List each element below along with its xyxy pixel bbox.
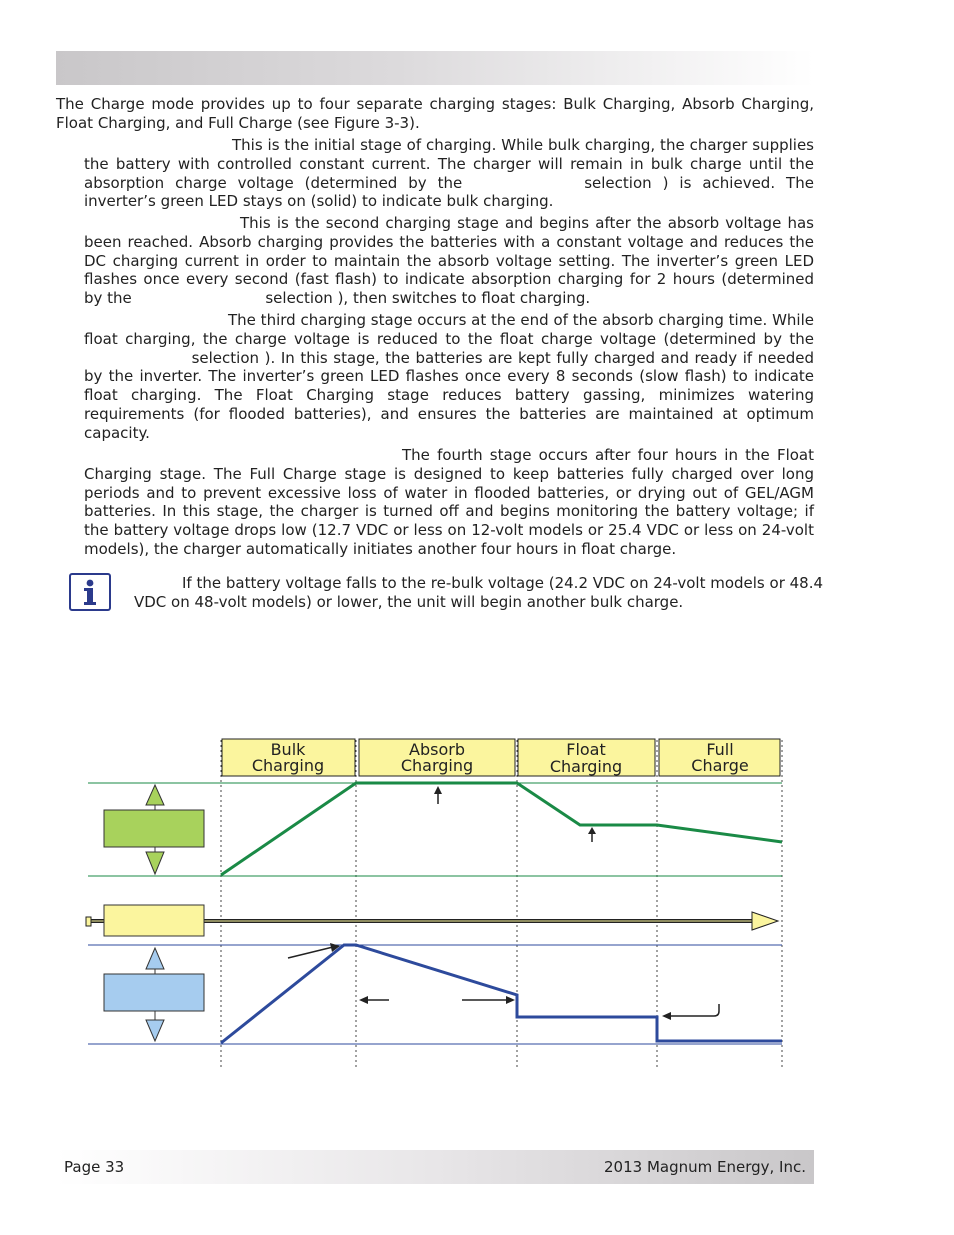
bulk-text: This is the initial stage of charging. While bulk charging, the charger supplies the battery with controlled constant current. The charger will remain in bulk charge until the absorption charge voltage (determined by the <box>84 136 814 192</box>
stage-absorb <box>359 739 515 776</box>
voltage-up-arrow-icon <box>146 785 164 805</box>
current-down-arrow-icon <box>146 1020 164 1041</box>
stage-bulk-line1: Bulk <box>270 740 306 759</box>
bulk-paragraph <box>84 136 814 211</box>
copyright: 2013 Magnum Energy, Inc. <box>604 1158 806 1176</box>
stage-absorb-line1: Absorb <box>409 740 465 759</box>
voltage-down-arrow-icon <box>146 852 164 874</box>
stage-float-line1: Float <box>566 740 606 759</box>
absorb-left-arrow-icon <box>359 996 368 1004</box>
absorb-voltage-arrow-icon <box>434 786 442 794</box>
stage-float-line2: Charging <box>549 757 623 776</box>
float-paragraph <box>84 311 814 443</box>
info-icon <box>69 573 111 611</box>
float-text: The third charging stage occurs at the end of the absorb charging time. While float charging, the charge voltage is reduced to the float charge voltage (determined by the <box>84 311 814 348</box>
current-label-box <box>104 974 204 1011</box>
current-curve <box>221 945 782 1043</box>
full-text: The fourth stage occurs after four hours in the Float Charging stage. The Full Charge stage is designed to keep batteries fully charged over long periods and to prevent excessive loss of water in flooded batteries, or drying out of GEL/AGM batteries. In this stage, the charger is turned off and begins monitoring the battery voltage; if the battery voltage drops low (12.7 VDC or less on 12-volt models or 25.4 VDC or less on 24-volt models), the charger automatically initiates another four hours in float charge. <box>84 446 814 558</box>
stage-absorb-line2: Charging <box>400 756 474 775</box>
note-text: If the battery voltage falls to the re-bulk voltage (24.2 VDC on 24-volt models or 48.4 VDC on 48-volt models) or lower, the unit will begin another bulk charge. <box>134 574 824 611</box>
float-text-end: ). In this stage, the batteries are kept fully charged and ready if needed by the inverter. The inverter’s green LED flashes once every 8 seconds (slow flash) to indicate float charging. The Float Charging stage reduces battery gassing, minimizes watering requirements (for flooded batteries), and ensures the batteries are maintained at optimum capacity. <box>84 348 814 442</box>
time-arrow-icon <box>752 912 778 930</box>
stage-full-line1: Full <box>706 740 734 759</box>
time-panel <box>86 905 778 936</box>
full-charge-arrow-icon <box>662 1012 671 1020</box>
absorb-paragraph <box>84 214 814 308</box>
time-tail <box>86 917 91 926</box>
absorb-text-end: ), then switches to float charging. <box>337 289 591 308</box>
stage-bulk-line2: Charging <box>251 756 325 775</box>
stage-float <box>518 739 655 776</box>
note-paragraph <box>134 574 834 612</box>
time-label-box <box>104 905 204 936</box>
stage-full-line2: Charge <box>691 756 749 775</box>
page-number: Page 33 <box>64 1158 125 1176</box>
float-selection: selection <box>191 348 260 367</box>
current-up-arrow-icon <box>146 948 164 969</box>
intro-text: The Charge mode provides up to four separate charging stages: Bulk Charging, Absorb Charging, Float Charging, and Full Charge (see Figure 3-3). <box>56 95 814 132</box>
stage-full <box>659 739 780 776</box>
absorb-right-arrow-icon <box>506 996 515 1004</box>
header-bar <box>56 51 814 85</box>
stage-bulk <box>222 739 355 776</box>
charging-stages-figure <box>0 720 954 1080</box>
float-voltage-arrow-icon <box>588 827 596 834</box>
bulk-text-end: ) is achieved. The inverter’s green LED stays on (solid) to indicate bulk charging. <box>84 173 814 211</box>
intro-paragraph <box>56 95 814 133</box>
voltage-panel <box>88 783 782 876</box>
absorb-selection: selection <box>265 289 333 308</box>
current-panel <box>88 943 782 1044</box>
bulk-selection: selection <box>584 173 652 192</box>
stage-labels <box>222 739 780 776</box>
voltage-label-box <box>104 810 204 847</box>
absorb-text: This is the second charging stage and begins after the absorb voltage has been reached. Absorb charging provides the batteries with a constant voltage and reduces the DC charging current in order to maintain the absorb voltage setting. The inverter’s green LED flashes once every second (fast flash) to indicate absorption charging for 2 hours (determined by the <box>84 214 814 308</box>
voltage-curve <box>221 783 782 875</box>
full-paragraph <box>84 446 814 559</box>
stage-dividers <box>221 740 782 1070</box>
